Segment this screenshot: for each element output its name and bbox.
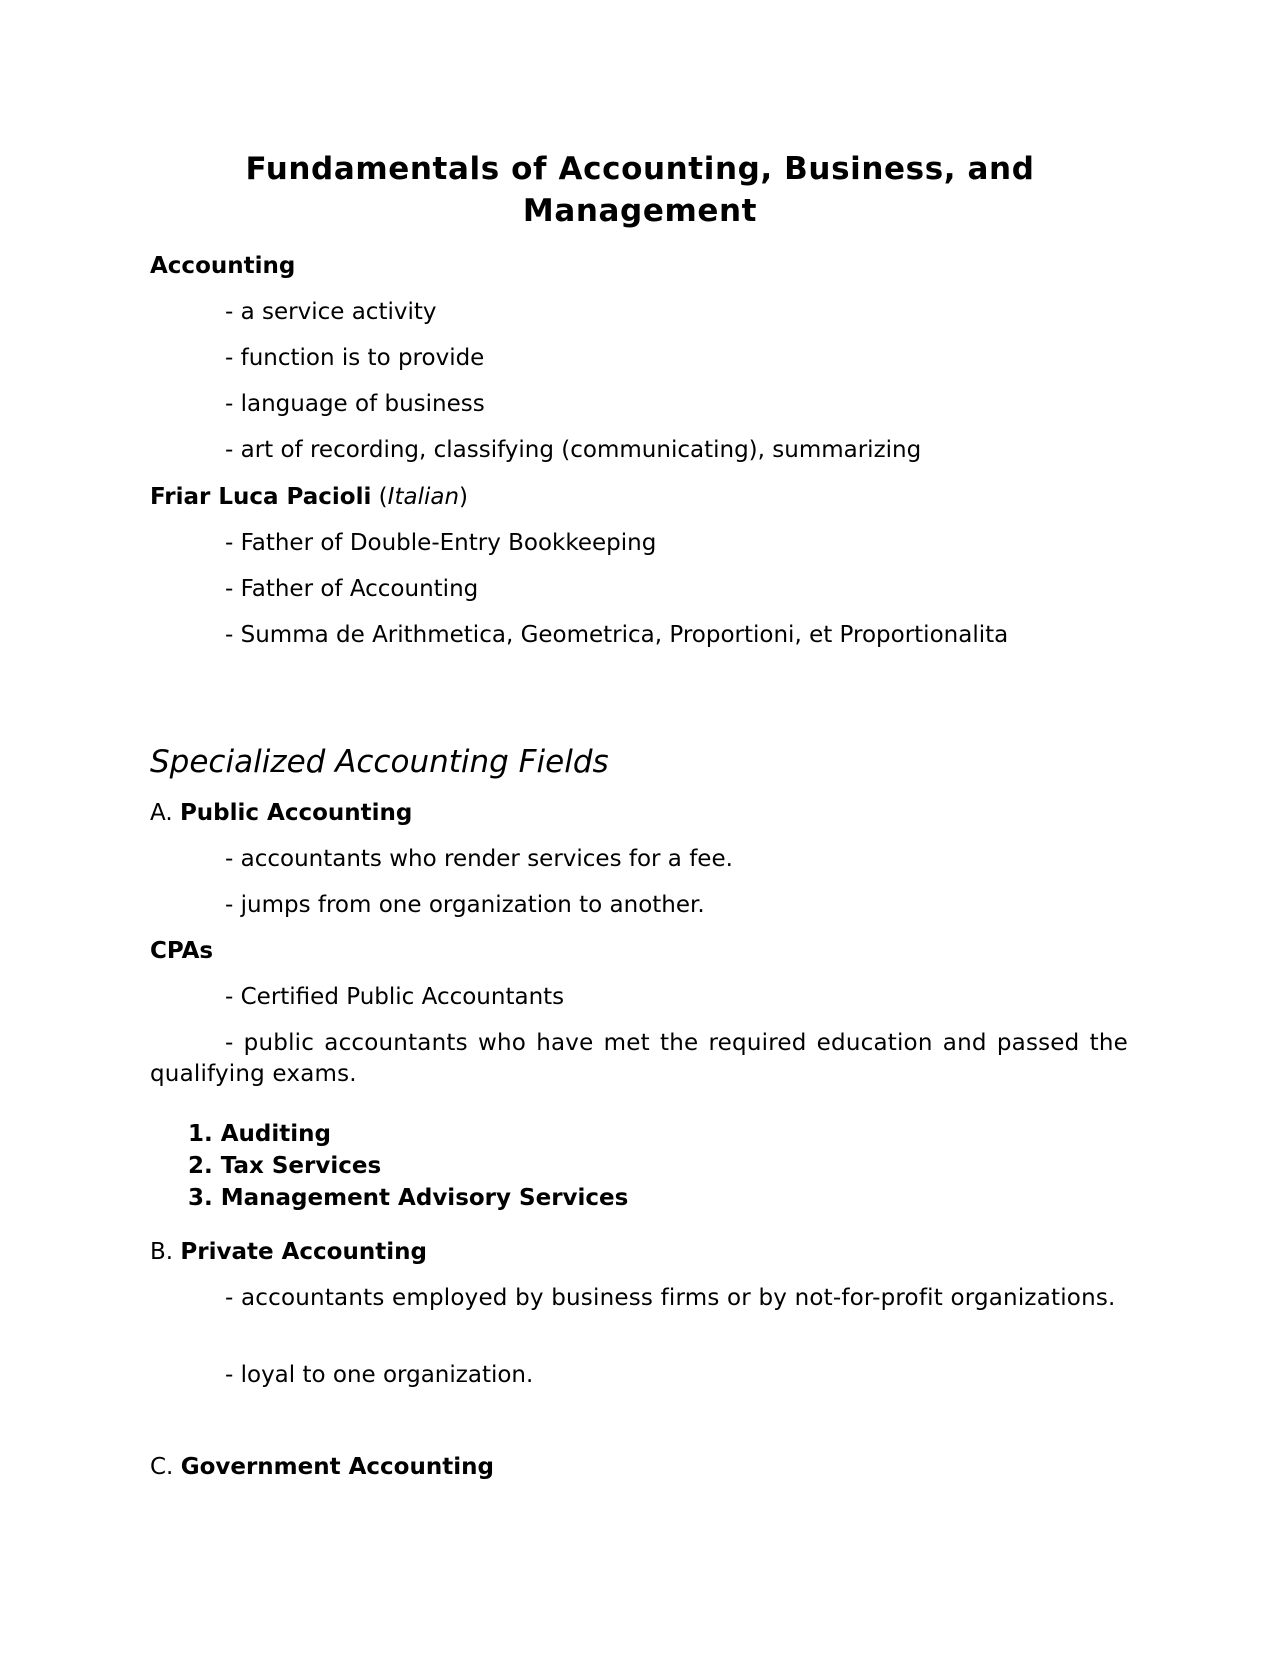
- cpas-item-1: - Certified Public Accountants: [225, 984, 565, 1010]
- accounting-item-1: - a service activity: [225, 299, 437, 325]
- government-accounting-prefix: C.: [150, 1454, 181, 1480]
- accounting-item-4: - art of recording, classifying (communicating), summarizing: [225, 437, 922, 463]
- cpa-service-item: 1. Auditing: [188, 1121, 331, 1147]
- accounting-item-3: - language of business: [225, 391, 485, 417]
- public-accounting-label: Public Accounting: [179, 800, 413, 826]
- private-accounting-label: Private Accounting: [180, 1239, 427, 1265]
- private-accounting-prefix: B.: [150, 1239, 181, 1265]
- specialized-fields-title: Specialized Accounting Fields: [150, 744, 609, 780]
- accounting-item-2: - function is to provide: [225, 345, 485, 371]
- pacioli-close-paren: ): [459, 484, 469, 510]
- private-accounting-heading: [150, 1237, 427, 1267]
- cpa-service-item: 3. Management Advisory Services: [188, 1185, 629, 1211]
- cpas-paragraph: - public accountants who have met the required education and passed the qualifying exams.: [150, 1030, 1128, 1087]
- pacioli-nationality: Italian: [387, 484, 460, 510]
- pacioli-item-1: - Father of Double-Entry Bookkeeping: [225, 530, 657, 556]
- public-accounting-heading: [150, 798, 412, 828]
- pacioli-open-paren: (: [371, 484, 388, 510]
- pacioli-heading: [150, 482, 468, 512]
- pacioli-item-2: - Father of Accounting: [225, 576, 479, 602]
- public-accounting-prefix: A.: [150, 800, 180, 826]
- accounting-heading: Accounting: [150, 253, 296, 279]
- private-accounting-paragraph: - accountants employed by business firms or by not-for-profit organizations.: [225, 1285, 1116, 1311]
- pacioli-item-3: - Summa de Arithmetica, Geometrica, Proportioni, et Proportionalita: [225, 622, 1009, 648]
- document-title: Fundamentals of Accounting, Business, and Management: [245, 151, 1035, 229]
- pacioli-name: Friar Luca Pacioli: [150, 484, 372, 510]
- government-accounting-label: Government Accounting: [180, 1454, 494, 1480]
- public-accounting-item-1: - accountants who render services for a fee.: [225, 846, 733, 872]
- cpa-services-list: [150, 1118, 628, 1214]
- cpa-service-item: 2. Tax Services: [188, 1153, 382, 1179]
- government-accounting-heading: [150, 1452, 494, 1482]
- public-accounting-item-2: - jumps from one organization to another.: [225, 892, 705, 918]
- cpas-heading: CPAs: [150, 938, 214, 964]
- private-accounting-item: - loyal to one organization.: [225, 1362, 534, 1388]
